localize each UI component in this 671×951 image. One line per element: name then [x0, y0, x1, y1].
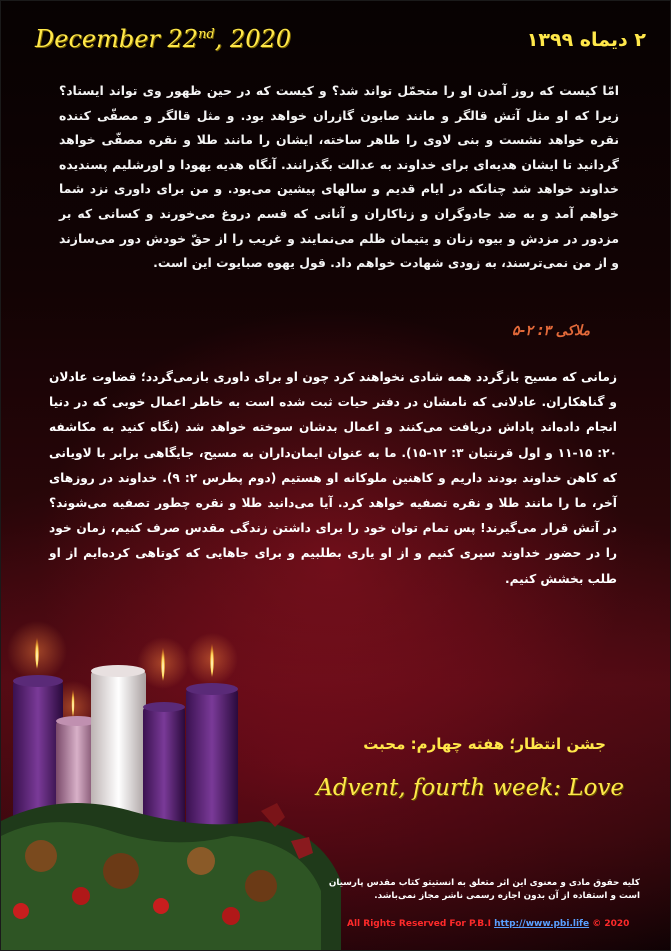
reflection-text: زمانی که مسیح بازگردد همه شادی نخواهند کرد چون او برای داوری بازمی‌گردد؛ قضاوت عادلان و گناهکاران. عادلانی که نامشان در دفتر حیات ثبت شده است به خاطر اعمال خوبی که در دنیا انجام داده‌اند پاداش دریافت می‌کنند و اعمال بدشان سوخته خواهد شد (نگاه کنید به مکاشفه ۲۰: ۱۵-۱۱ و اول قرنتیان ۳: ۱۲-۱۵). ما به عنوان ایمان‌داران به مسیح، جایگاهی برابر با لاویانی که کاهن خداوند بودند داریم و کاهنین ملوکانه او هستیم (دوم پطرس ۲: ۹). خداوند در روزهای آخر، ما را مانند طلا و نقره تصفیه خواهد کرد. آیا می‌دانید طلا و نقره چطور تصفیه می‌شوند؟ در آتش قرار می‌گیرند! پس تمام توان خود را برای داشتن زندگی مقدس صرف کنیم، زمان خود را در حضور خداوند سپری کنیم و از او یاری بطلبیم و برای جاهایی که کوتاهی کرده‌ایم از او طلب بخشش کنیم. — [49, 370, 618, 586]
date-english-year: , 2020 — [214, 25, 292, 53]
rights-label: All Rights Reserved For P.B.I — [347, 919, 495, 929]
website-link[interactable]: http://www.pbi.life — [494, 919, 590, 929]
rights-reserved-line — [347, 919, 629, 929]
date-english — [35, 25, 291, 53]
title-english: Advent, fourth week: Love — [316, 775, 624, 801]
date-persian: ۲ دیماه ۱۳۹۹ — [526, 29, 646, 51]
copyright-notice-persian: کلیه حقوق مادی و معنوی این اثر متعلق به انستیتو کتاب مقدس پارسیان است و استفاده از آن بدون اجازه رسمی ناشر مجاز نمی‌باشد. — [328, 878, 640, 901]
date-english-main: December 22 — [35, 25, 199, 53]
rights-year: © 2020 — [589, 919, 630, 929]
scripture-reference: ملاکی ۳: ۲-۵ — [512, 323, 590, 339]
title-persian: جشن انتظار؛ هفته چهارم: محبت — [363, 735, 606, 753]
purple-candle-right — [186, 689, 238, 839]
scripture-passage: امّا کیست که روز آمدن او را متحمّل تواند شد؟ و کیست که در حین ظهور وی تواند ایستاد؟ زیرا که او مثل آتش قالگر و مانند صابون گازران خواهد بود. و مثل قالگر و مصفّی کننده نقره خواهد نشست و بنی لاوی را طاهر ساخته، ایشان را مانند طلا و نقره مصفّی خواهد گردانید تا ایشان هدیه‌ای برای خداوند به عدالت بگذرانند. آنگاه هدیه یهودا و اورشلیم پسندیده خداوند خواهد شد چنانکه در ایام قدیم و سالهای پیشین می‌بود. و من برای داوری نزد شما خواهم آمد و به ضد جادوگران و زناکاران و آنانی که قسم دروغ می‌خورند و کسانی که بر مزدور در مزدش و بیوه زنان و یتیمان ظلم می‌نمایند و غریب را از حقّ خودش دور می‌سازند و از من نمی‌ترسند، به زودی شهادت خواهم داد. قول یهوه صبایوت این است. — [59, 83, 619, 271]
date-english-suffix: nd — [198, 27, 215, 42]
